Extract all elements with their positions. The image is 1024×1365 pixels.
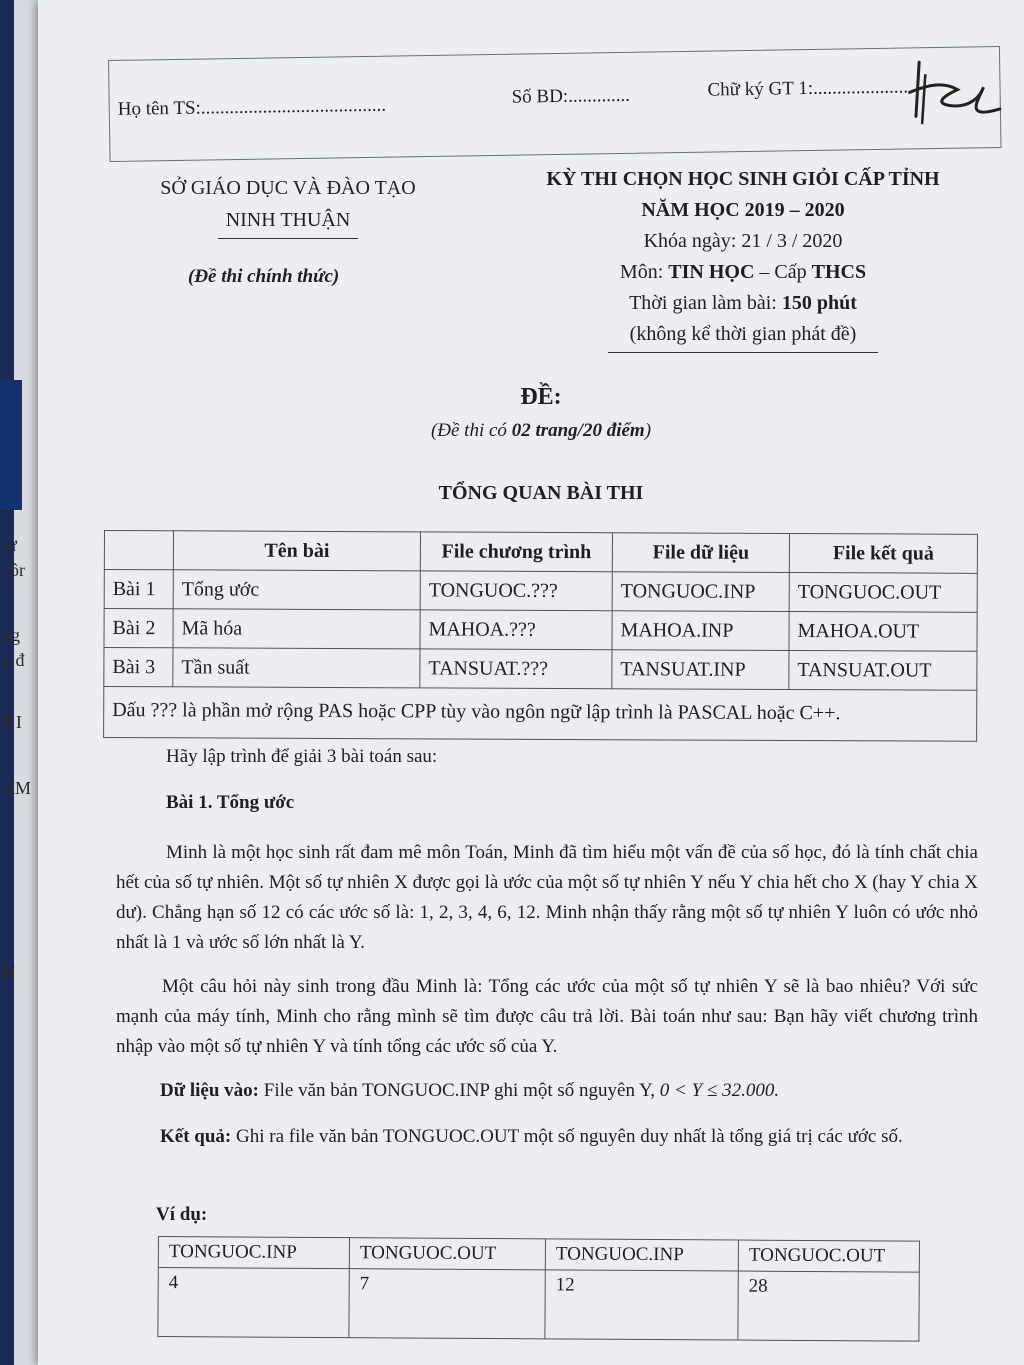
table-cell: MAHOA.OUT: [789, 611, 977, 651]
input-spec: [160, 1076, 980, 1106]
table-row: [104, 570, 977, 613]
intro-text: Hãy lập trình để giải 3 bài toán sau:: [166, 746, 438, 767]
overview-table: [103, 530, 978, 742]
background-edge: [0, 0, 40, 1365]
time-value: 150 phút: [781, 292, 857, 314]
example-value: 7: [349, 1269, 545, 1339]
example-value-row: [158, 1268, 919, 1342]
example-label: Ví dụ:: [156, 1204, 208, 1225]
example-value: 4: [158, 1268, 349, 1338]
table-header: File kết quả: [789, 533, 977, 573]
table-cell: MAHOA.INP: [612, 611, 789, 651]
signature-mark: [899, 53, 1010, 135]
time-prefix: Thời gian làm bài:: [629, 292, 782, 314]
de-subtitle-b: ): [644, 420, 652, 441]
example-header: TONGUOC.INP: [158, 1237, 349, 1269]
exam-date: Khóa ngày: 21 / 3 / 2020: [643, 230, 843, 252]
output-spec: [110, 1122, 976, 1152]
table-cell: Bài 3: [104, 648, 173, 687]
authority-line1: SỞ GIÁO DỤC VÀ ĐÀO TẠO: [160, 177, 416, 199]
overview-title: TỔNG QUAN BÀI THI: [438, 482, 644, 504]
example-header: TONGUOC.OUT: [349, 1238, 545, 1270]
problem1-title: Bài 1. Tổng ước: [166, 792, 295, 813]
subject-prefix: Môn:: [619, 261, 669, 283]
table-header: Tên bài: [173, 531, 420, 571]
example-value: 12: [545, 1270, 738, 1340]
time-line: [493, 288, 993, 319]
example-header: TONGUOC.OUT: [738, 1240, 919, 1272]
underline: [608, 352, 878, 353]
table-header: File chương trình: [420, 532, 612, 572]
table-cell: TANSUAT.INP: [612, 650, 789, 690]
problem1-paragraph2: Một câu hỏi này sinh trong đầu Minh là: Tổng các ước của một số tự nhiên Y sẽ là bao nhiêu? Với sức mạnh của máy tính, Minh cho rằng mình sẽ tìm được câu trả lời. Bài toán như sau: Bạn hãy viết chương trình nhập vào một số tự nhiên Y và tính tổng các ước số của Y.: [116, 976, 978, 1057]
example-header-row: [158, 1237, 919, 1273]
input-label: Dữ liệu vào:: [160, 1080, 260, 1101]
signature-field: Chữ ký GT 1:....................: [707, 76, 909, 101]
table-cell: Tổng ước: [173, 570, 420, 610]
table-cell: Bài 2: [104, 609, 173, 648]
level-prefix: – Cấp: [754, 261, 812, 283]
problem1-paragraph1: Minh là một học sinh rất đam mê môn Toán, Minh đã tìm hiểu một vấn đề của số học, đó là tính chất chia hết của số tự nhiên. Một số tự nhiên X được gọi là ước của một số tự nhiên Y nếu Y chia hết cho X (hay Y chia X dư). Chẳng hạn số 12 có các ước số là: 1, 2, 3, 4, 6, 12. Minh nhận thấy rằng một số tự nhiên Y luôn có ước nhỏ nhất là 1 và ước số lớn nhất là Y.: [116, 842, 978, 953]
exam-sheet: [38, 0, 1024, 1365]
table-cell: TONGUOC.???: [420, 571, 612, 611]
input-text: File văn bản TONGUOC.INP ghi một số nguyên Y,: [259, 1080, 660, 1101]
table-header-row: [104, 531, 977, 574]
official-label: (Đề thi chính thức): [188, 266, 340, 287]
output-label: Kết quả:: [160, 1126, 232, 1147]
input-constraint: 0 < Y ≤ 32.000.: [659, 1080, 780, 1101]
table-cell: Mã hóa: [173, 609, 420, 649]
edge-fragment: ng: [2, 625, 20, 645]
exam-title: KỲ THI CHỌN HỌC SINH GIỎI CẤP TỈNH: [546, 168, 940, 190]
exam-number-field: Số BD:.............: [511, 84, 631, 108]
underline: [218, 238, 358, 239]
table-cell: TANSUAT.OUT: [789, 650, 977, 690]
table-header: File dữ liệu: [612, 533, 789, 573]
authority-line2: NINH THUẬN: [225, 209, 351, 231]
exam-info-block: [493, 164, 993, 353]
table-cell: TANSUAT.???: [420, 649, 612, 689]
edge-fragment: P I: [2, 712, 22, 732]
time-note: (không kể thời gian phát đề): [629, 323, 857, 345]
edge-fragment: ÁM: [2, 778, 32, 798]
authority-block: [138, 172, 438, 239]
edge-fragment: côr: [2, 560, 25, 580]
table-header: [104, 531, 173, 570]
example-value: 28: [738, 1271, 919, 1341]
school-year: NĂM HỌC 2019 – 2020: [641, 199, 845, 221]
de-subtitle-a: (Đề thi có: [430, 420, 512, 441]
table-cell: TONGUOC.OUT: [789, 572, 977, 612]
table-row: [104, 609, 977, 652]
edge-fragment: N: [2, 962, 15, 982]
table-cell: TONGUOC.INP: [612, 572, 789, 612]
background-object: [0, 380, 22, 510]
de-title: ĐỀ:: [520, 384, 562, 410]
subject-line: [493, 257, 993, 288]
table-cell: MAHOA.???: [420, 610, 612, 650]
edge-fragment: iư: [2, 535, 17, 555]
table-cell: Bài 1: [104, 570, 173, 609]
subject: TIN HỌC: [668, 261, 755, 283]
de-pages: 02 trang/20 điểm: [511, 420, 645, 441]
de-subtitle: [38, 420, 1024, 442]
candidate-name-field: Họ tên TS:.......................................: [117, 94, 387, 120]
level: THCS: [811, 261, 867, 283]
output-text: Ghi ra file văn bản TONGUOC.OUT một số nguyên duy nhất là tổng giá trị các ước số.: [231, 1126, 903, 1147]
table-note-row: [104, 687, 977, 742]
example-header: TONGUOC.INP: [545, 1239, 738, 1271]
table-cell: Tần suất: [173, 648, 420, 688]
edge-fragment: o đ: [2, 650, 25, 670]
candidate-info-box: [108, 46, 1001, 162]
table-row: [104, 648, 977, 691]
example-table: [157, 1236, 920, 1342]
extension-note: Dấu ??? là phần mở rộng PAS hoặc CPP tùy vào ngôn ngữ lập trình là PASCAL hoặc C++.: [104, 687, 977, 742]
